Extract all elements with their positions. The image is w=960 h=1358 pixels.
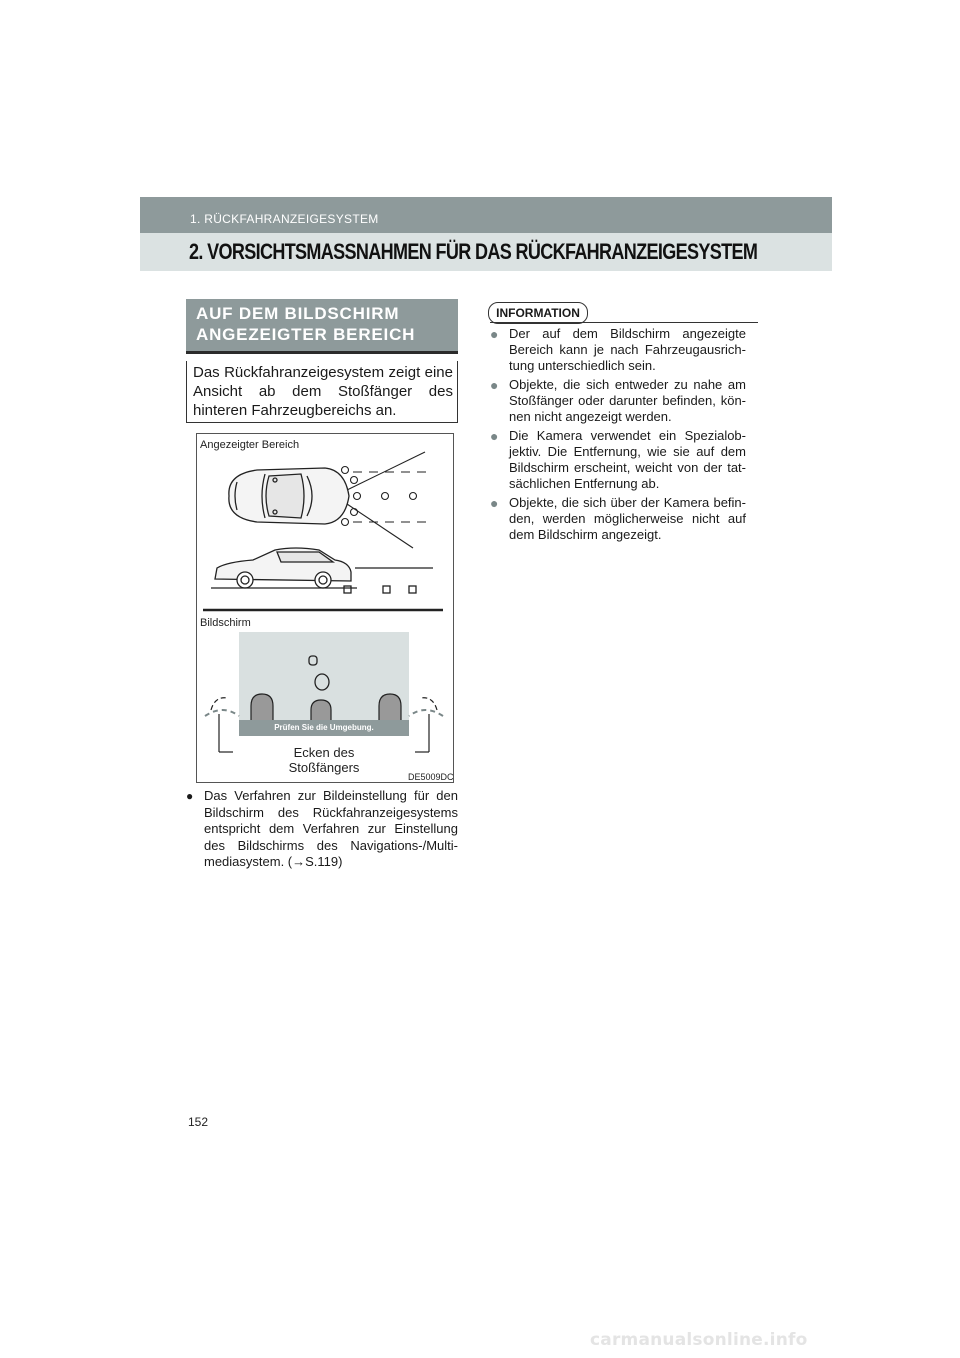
bullet-dot-icon: ● [490,495,499,511]
bullet-marker: ● [186,789,194,803]
figure-code: DE5009DC [408,772,454,782]
bullet-text: Das Verfahren zur Bildeinstellung für den Bildschirm des Rückfahranzeigesystems entspricht dem Verfahren zur Einstellung des Bildschirms des Navigations-/Multi-mediasystem. (→S.119) [204,788,458,869]
information-rule [490,322,758,323]
information-item: ● Die Kamera verwendet ein Spezialob-jektiv. Die Entfernung, wie sie auf dem Bildschirm erscheint, weicht von der tat-sächlichen Entfernung ab. [490,428,746,491]
figure-label-corners: Ecken des Stoßfängers [288,745,360,775]
subsection-heading [186,299,458,354]
information-item: ● Objekte, die sich über der Kamera befin-den, werden möglicherweise nicht auf dem Bildschirm angezeigt. [490,495,746,542]
information-item: ● Der auf dem Bildschirm angezeigte Bereich kann je nach Fahrzeugausrich-tung unterschiedlich sein. [490,326,746,373]
subsection-heading-text: AUF DEM BILDSCHIRM ANGEZEIGTER BEREICH [196,304,416,344]
bullet-dot-icon: ● [490,377,499,393]
intro-box [186,361,458,423]
information-item: ● Objekte, die sich entweder zu nahe am Stoßfänger oder darunter befinden, kön-nen nicht angezeigt werden. [490,377,746,424]
figure-label-area: Angezeigter Bereich [200,439,300,451]
car-side-view-icon [211,548,433,593]
bullet-dot-icon: ● [490,428,499,444]
page-number: 152 [188,1115,209,1129]
bullet-dot-icon: ● [490,326,499,342]
view-range-lines [342,452,434,548]
section-label: 1. RÜCKFAHRANZEIGESYSTEM [190,212,379,226]
display-area-figure [196,433,454,783]
bullet-paragraph [186,788,458,871]
screen-message: Prüfen Sie die Umgebung. [274,723,374,732]
page-title: 2. VORSICHTSMASSNAHMEN FÜR DAS RÜCKFAHRANZEIGESYSTEM [189,239,758,264]
car-top-view-icon [229,468,349,524]
figure-label-screen: Bildschirm [200,617,251,629]
watermark: carmanualsonline.info [590,1330,808,1350]
information-list [490,326,746,546]
intro-text: Das Rückfahranzeigesystem zeigt eine Ansicht ab dem Stoßfänger des hinteren Fahrzeugbereichs an. [193,364,453,419]
information-badge: INFORMATION [488,302,588,324]
